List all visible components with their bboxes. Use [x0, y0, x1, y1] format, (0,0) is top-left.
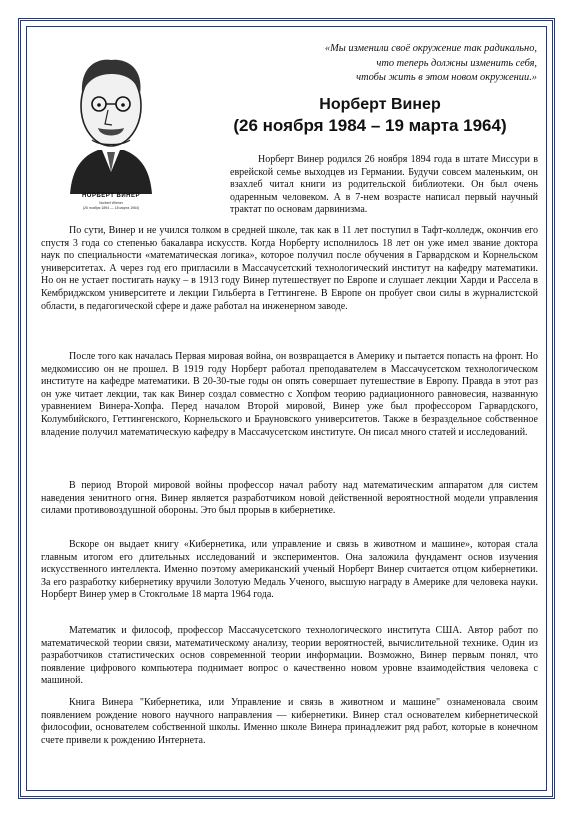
epigraph-quote — [247, 42, 537, 86]
paragraph-2: По сути, Винер и не учился толком в средней школе, так как в 11 лет поступил в Тафт-колледж, окончив его спустя 3 года со степенью бакалавра искусств. Когда Норберту исполнилось 18 лет он уже имел звание доктора наук по специальности «математическая логика», которое получил после обучения в Гарвардском и Корнельском университетах. А через год его пригласили в Массачусетский технологический институт на кафедру математики. Но он не устает постигать науку – в 1913 году Винер путешествует по Европе и слушает лекции Харди и Рассела в Кембриджском университете и лекции Гильберта в Геттингене. В Европе он пробует свои силы в журналистской области, в педагогической сфере и даже работал на инженерном заводе. — [41, 225, 538, 312]
epigraph-line-2: что теперь должны изменить себя, — [376, 57, 537, 69]
paragraph-1: Норберт Винер родился 26 ноября 1894 года в штате Миссури в еврейской семье выходцев из Германии. Будучи совсем маленьким, он взахлеб читал книги из родительской библиотеки. Он был очень одаренным человеком. А в 7-нем возрасте написал первый научный трактат по основам дарвинизма. — [230, 154, 538, 216]
portrait-caption-signature: Norbert Wiener — [99, 201, 123, 205]
epigraph-line-3: чтобы жить в этом новом окружении.» — [356, 72, 537, 83]
portrait-caption-name: НОРБЕРТ ВИНЕР — [81, 193, 141, 199]
paragraph-5: Вскоре он выдает книгу «Кибернетика, или управление и связь в животном и машине», которая стала главным итогом его длительных исследований и экспериментов. Она заложила фундамент основ изучения искусственного интеллекта. Именно поэтому американский ученый Норберт Винер считается отцом кибернетики. За его разработку кибернетику вручили Золотую Медаль Ученого, высшую награду в Америке для человека науки. Норберт Винер умер в Стокгольме 18 марта 1964 года. — [41, 539, 538, 601]
paragraph-7: Книга Винера "Кибернетика, или Управление и связь в животном и машине" ознаменовала своим появлением рождение нового научного направления — кибернетики. Винер стал основателем кибернетической философии, основателем собственной школы. Именно школе Винера принадлежит ряд работ, которые в конечном счете привели к рождению Интернета. — [41, 697, 538, 746]
portrait-drawing — [52, 44, 170, 194]
paragraph-3: После того как началась Первая мировая война, он возвращается в Америку и пытается попасть на фронт. Но медкомиссию он не прошел. В 1919 году Норберт работал преподавателем в Массачусетском технологическом институте на кафедре математики. В 20-30-тые годы он опять совершает путешествие в Европу. Правда в этот раз он уже читает лекции, так как Винер создал совместно с Хопфом теорию радиационного равновесия, названную уравнением Винера-Хопфа. Перед началом Второй мировой, Винер уже был профессором Гарвардского, Колумбийского, Геттингенского, Корнельского и Брауновского университетов. Также в безраздельное собственное владение получил математическую кафедру в Массачусетском институте. Он писал много статей и исследований. — [41, 351, 538, 438]
epigraph-line-1: «Мы изменили своё окружение так радикально, — [324, 43, 537, 54]
portrait-image — [52, 44, 170, 214]
paragraph-6: Математик и философ, профессор Массачусетского технологического института США. Автор работ по математической теории связи, математическому анализу, теории вероятностей, вычислительной технике. Один из разработчиков статистических основ современной теории информации. Возможно, Винер первым понял, что появление цифрового компьютера поднимает вопрос о качественно новом уровне взаимодействия человека с машиной. — [41, 625, 538, 687]
page-title: Норберт Винер — [319, 96, 441, 113]
portrait-caption-dates: (26 ноября 1894 — 18 марта 1964) — [82, 206, 140, 210]
page-subtitle-dates: (26 ноября 1984 – 19 марта 1964) — [233, 116, 507, 135]
paragraph-4: В период Второй мировой войны профессор начал работу над математическим аппаратом для систем наведения зенитного огня. Винер является разработчиком новой действенной вероятностной модели управления силами противовоздушной обороны. Это был прорыв в кибернетике. — [41, 480, 538, 517]
